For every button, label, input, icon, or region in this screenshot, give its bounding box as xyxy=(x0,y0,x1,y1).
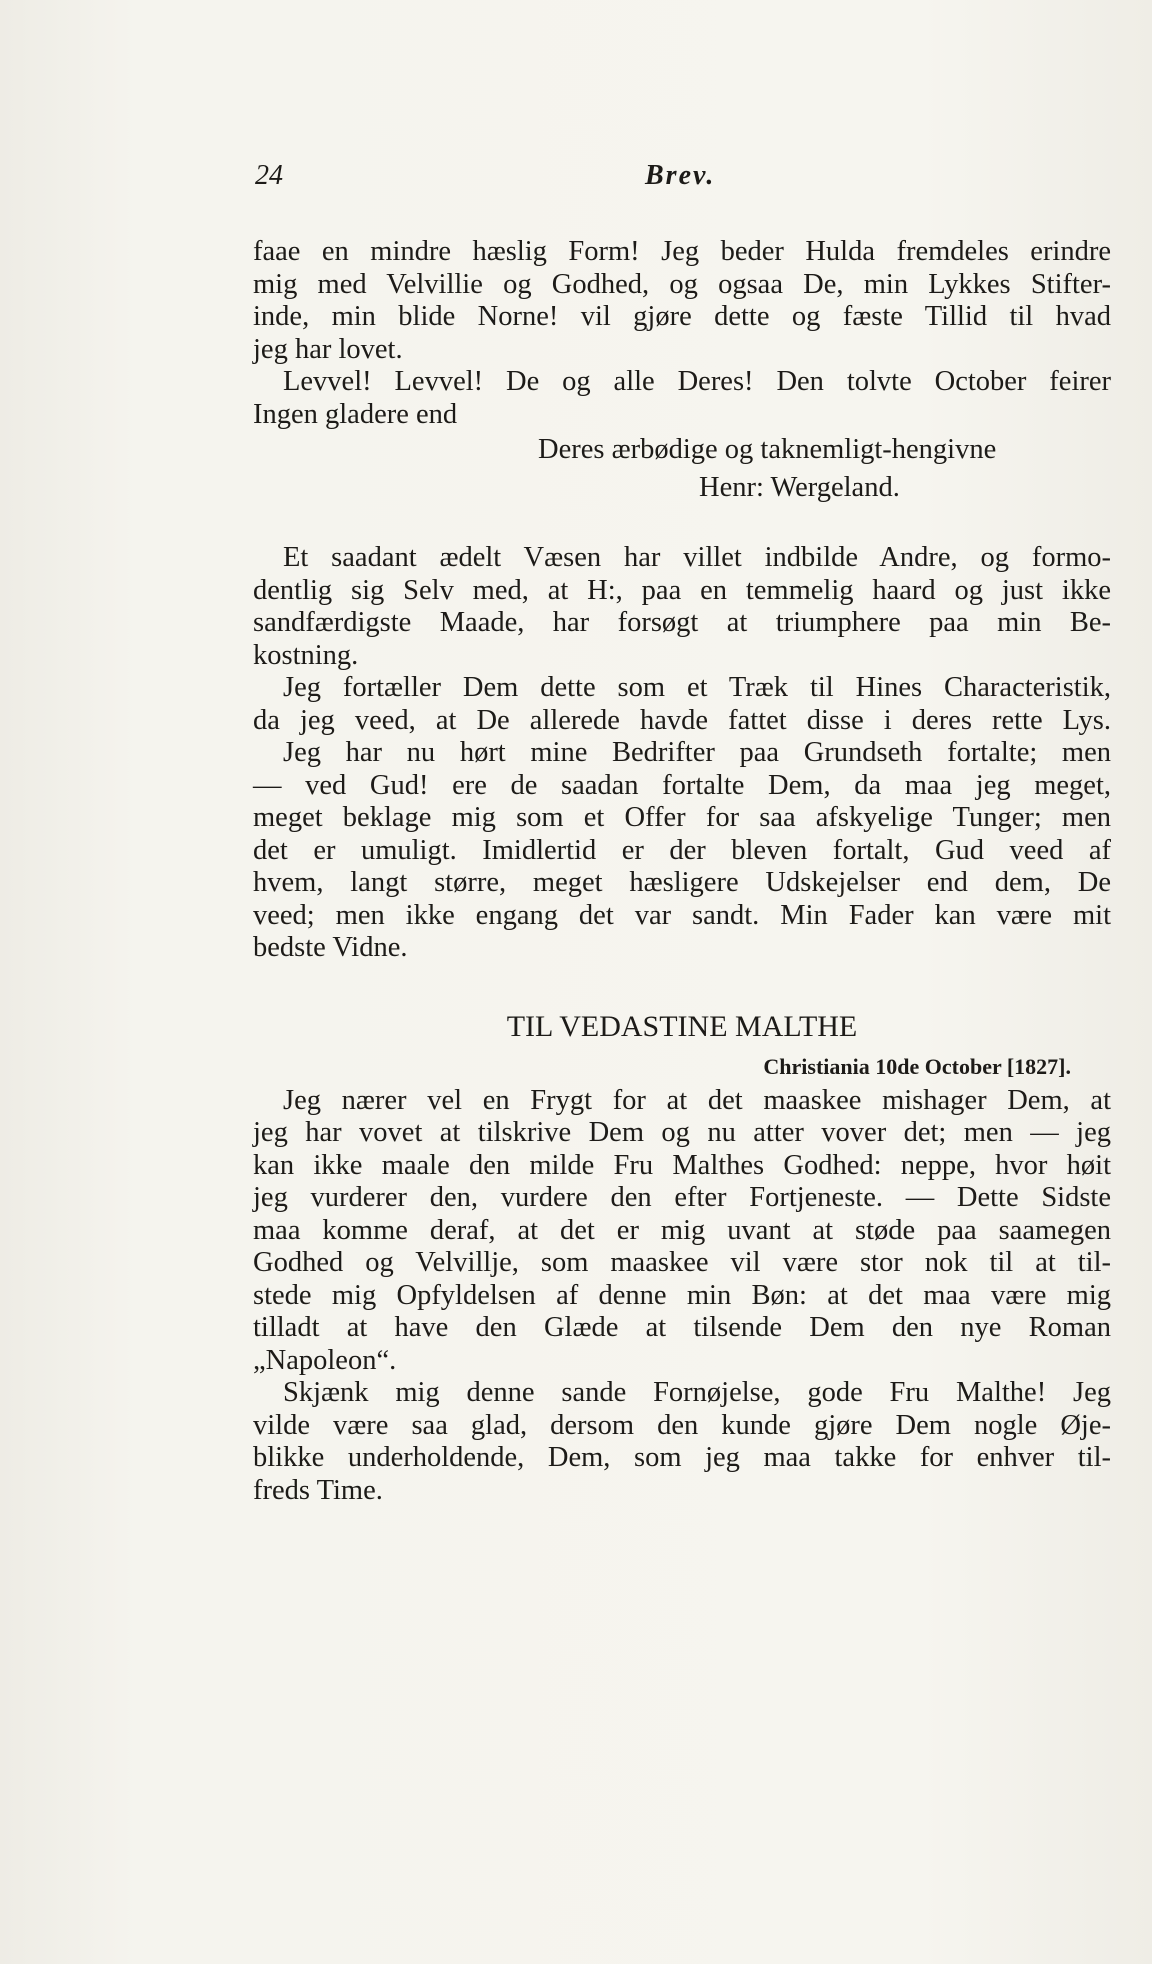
text-line: dentlig sig Selv med, at H:, paa en temmelig haard og just ikke xyxy=(253,574,1111,606)
spacer xyxy=(253,965,1111,999)
letter-heading: TIL VEDASTINE MALTHE xyxy=(506,1009,858,1043)
text-line: tilladt at have den Glæde at tilsende Dem den nye Roman xyxy=(253,1312,1111,1343)
letter-signature: Henr: Wergeland. xyxy=(699,471,900,503)
text-line: veed; men ikke engang det var sandt. Min Fader kan være mit xyxy=(253,899,1111,931)
text-line: da jeg veed, at De allerede havde fattet disse i deres rette Lys. xyxy=(253,704,1111,736)
text-line: bedste Vidne. xyxy=(253,932,408,963)
text-line: stede mig Opfyldelsen af denne min Bøn: at det maa være mig xyxy=(253,1279,1111,1311)
running-title: Brev. xyxy=(645,160,716,191)
text-line: Levvel! Levvel! De og alle Deres! Den tolvte October feirer xyxy=(283,366,1111,397)
text-line: Skjænk mig denne sande Fornøjelse, gode Fru Malthe! Jeg xyxy=(283,1377,1111,1408)
spacer xyxy=(253,504,1111,542)
text-line: freds Time. xyxy=(253,1474,383,1506)
text-line: faae en mindre hæslig Form! Jeg beder Hulda fremdeles erindre xyxy=(253,236,1111,267)
text-line: meget beklage mig som et Offer for saa afskyelige Tunger; men xyxy=(253,802,1111,833)
letter-dateline: Christiania 10de October [1827]. xyxy=(763,1053,1071,1079)
text-line: det er umuligt. Imidlertid er der bleven fortalt, Gud veed af xyxy=(253,834,1111,866)
text-line: sandfærdigste Maade, har forsøgt at triumphere paa min Be- xyxy=(253,607,1111,638)
text-line: „Napoleon“. xyxy=(253,1344,397,1376)
body-text xyxy=(253,236,1111,1507)
text-line: Jeg fortæller Dem dette som et Træk til Hines Characteristik, xyxy=(283,672,1111,703)
text-line: mig med Velvillie og Godhed, og ogsaa De, min Lykkes Stifter- xyxy=(253,268,1111,300)
text-line: kostning. xyxy=(253,639,359,671)
text-line: blikke underholdende, Dem, som jeg maa takke for enhver til- xyxy=(253,1442,1111,1473)
text-line: — ved Gud! ere de saadan fortalte Dem, da maa jeg meget, xyxy=(253,769,1111,801)
text-line: Godhed og Velvillje, som maaskee vil være stor nok til at til- xyxy=(253,1247,1111,1278)
text-line: inde, min blide Norne! vil gjøre dette og fæste Tillid til hvad xyxy=(253,301,1111,332)
page-number: 24 xyxy=(255,160,283,191)
page-header xyxy=(255,160,1115,200)
text-line: jeg har lovet. xyxy=(253,333,403,365)
text-line: Jeg nærer vel en Frygt for at det maaskee mishager Dem, at xyxy=(283,1084,1111,1116)
text-line: Ingen gladere end xyxy=(253,398,458,430)
text-line: hvem, langt større, meget hæsligere Udskejelser end dem, De xyxy=(253,867,1111,898)
text-line: maa komme deraf, at det er mig uvant at støde paa saamegen xyxy=(253,1214,1111,1246)
text-line: kan ikke maale den milde Fru Malthes Godhed: neppe, hvor høit xyxy=(253,1149,1111,1181)
letter-closing: Deres ærbødige og taknemligt-hengivne xyxy=(538,434,997,465)
text-line: Jeg har nu hørt mine Bedrifter paa Grundseth fortalte; men xyxy=(283,737,1111,768)
text-line: jeg vurderer den, vurdere den efter Fortjeneste. — Dette Sidste xyxy=(253,1182,1111,1213)
text-line: jeg har vovet at tilskrive Dem og nu atter vover det; men — jeg xyxy=(253,1117,1111,1148)
text-line: Et saadant ædelt Væsen har villet indbilde Andre, og formo- xyxy=(283,542,1111,573)
text-line: vilde være saa glad, dersom den kunde gjøre Dem nogle Øje- xyxy=(253,1409,1111,1441)
